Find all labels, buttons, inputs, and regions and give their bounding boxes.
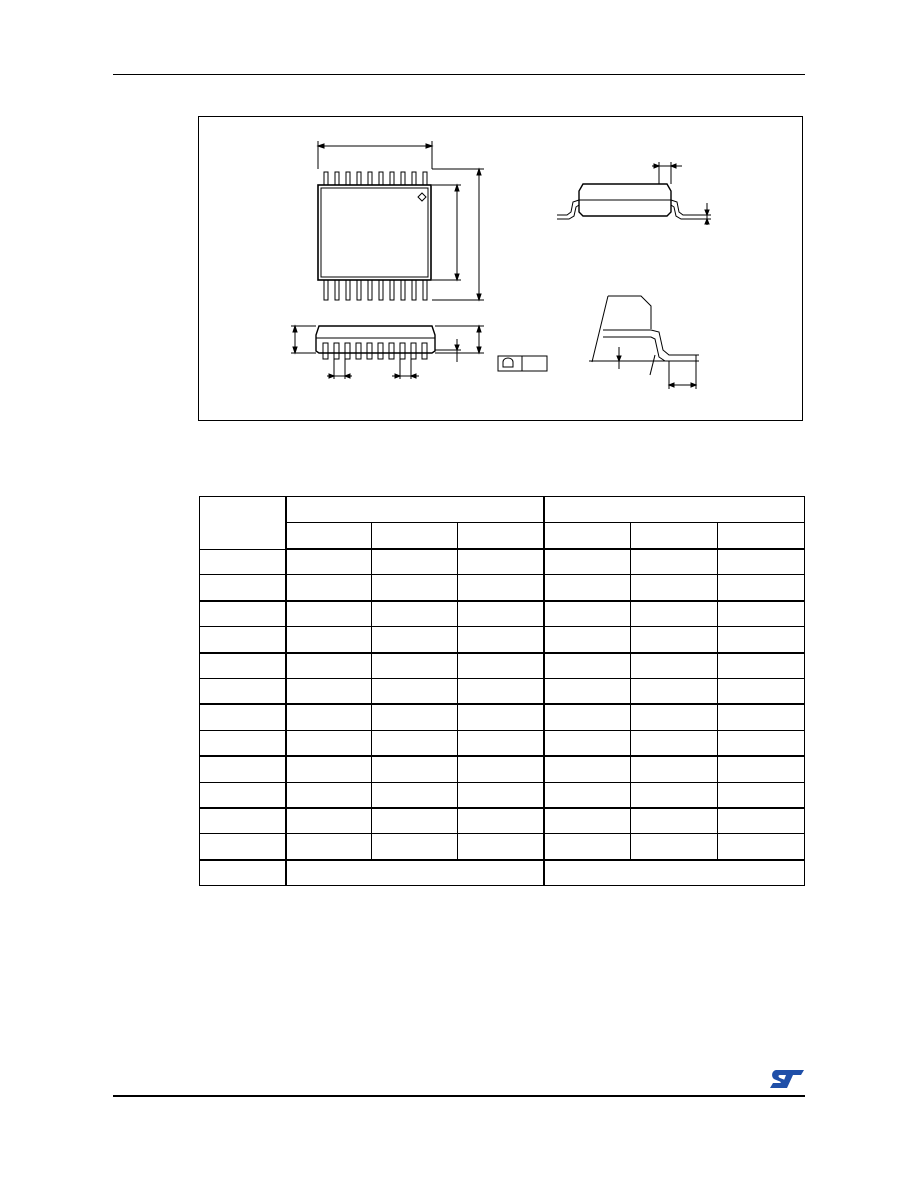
lead-detail-view: [589, 296, 699, 389]
table-row: [200, 575, 805, 601]
table-row: [200, 704, 805, 730]
table-subheader-cell: [718, 523, 805, 550]
header-rule: [113, 74, 805, 75]
table-subheader-cell: [631, 523, 718, 550]
top-pin-row: [324, 172, 427, 185]
table-row: [200, 730, 805, 756]
table-subheader-cell: [286, 523, 372, 550]
table-row: [200, 678, 805, 704]
package-outline-drawing: [199, 117, 804, 422]
package-side-view: [557, 162, 711, 225]
footer-rule: [113, 1095, 805, 1097]
package-front-view: [291, 326, 547, 379]
table-subheader-cell: [372, 523, 458, 550]
table-row: [200, 653, 805, 679]
table-header-group-2: [544, 497, 805, 523]
table-subheader-cell: [544, 523, 631, 550]
table-row-merged: [200, 860, 805, 886]
table-row: [200, 549, 805, 575]
st-logo-icon: [768, 1068, 806, 1090]
table-header-row: [200, 497, 805, 523]
package-top-view: [318, 141, 484, 300]
table-row: [200, 782, 805, 808]
table-subheader-cell: [458, 523, 544, 550]
table-header-dim-cell: [200, 497, 286, 550]
table-row: [200, 756, 805, 782]
table-row: [200, 601, 805, 627]
table-row: [200, 627, 805, 653]
bottom-pin-row: [324, 280, 427, 300]
table-row: [200, 808, 805, 834]
package-drawing-figure: [198, 116, 803, 421]
table-row: [200, 834, 805, 860]
table-header-group-1: [286, 497, 544, 523]
pin1-marker-icon: [418, 193, 426, 201]
dimensions-table: [199, 496, 805, 886]
table-subheader-row: [200, 523, 805, 550]
